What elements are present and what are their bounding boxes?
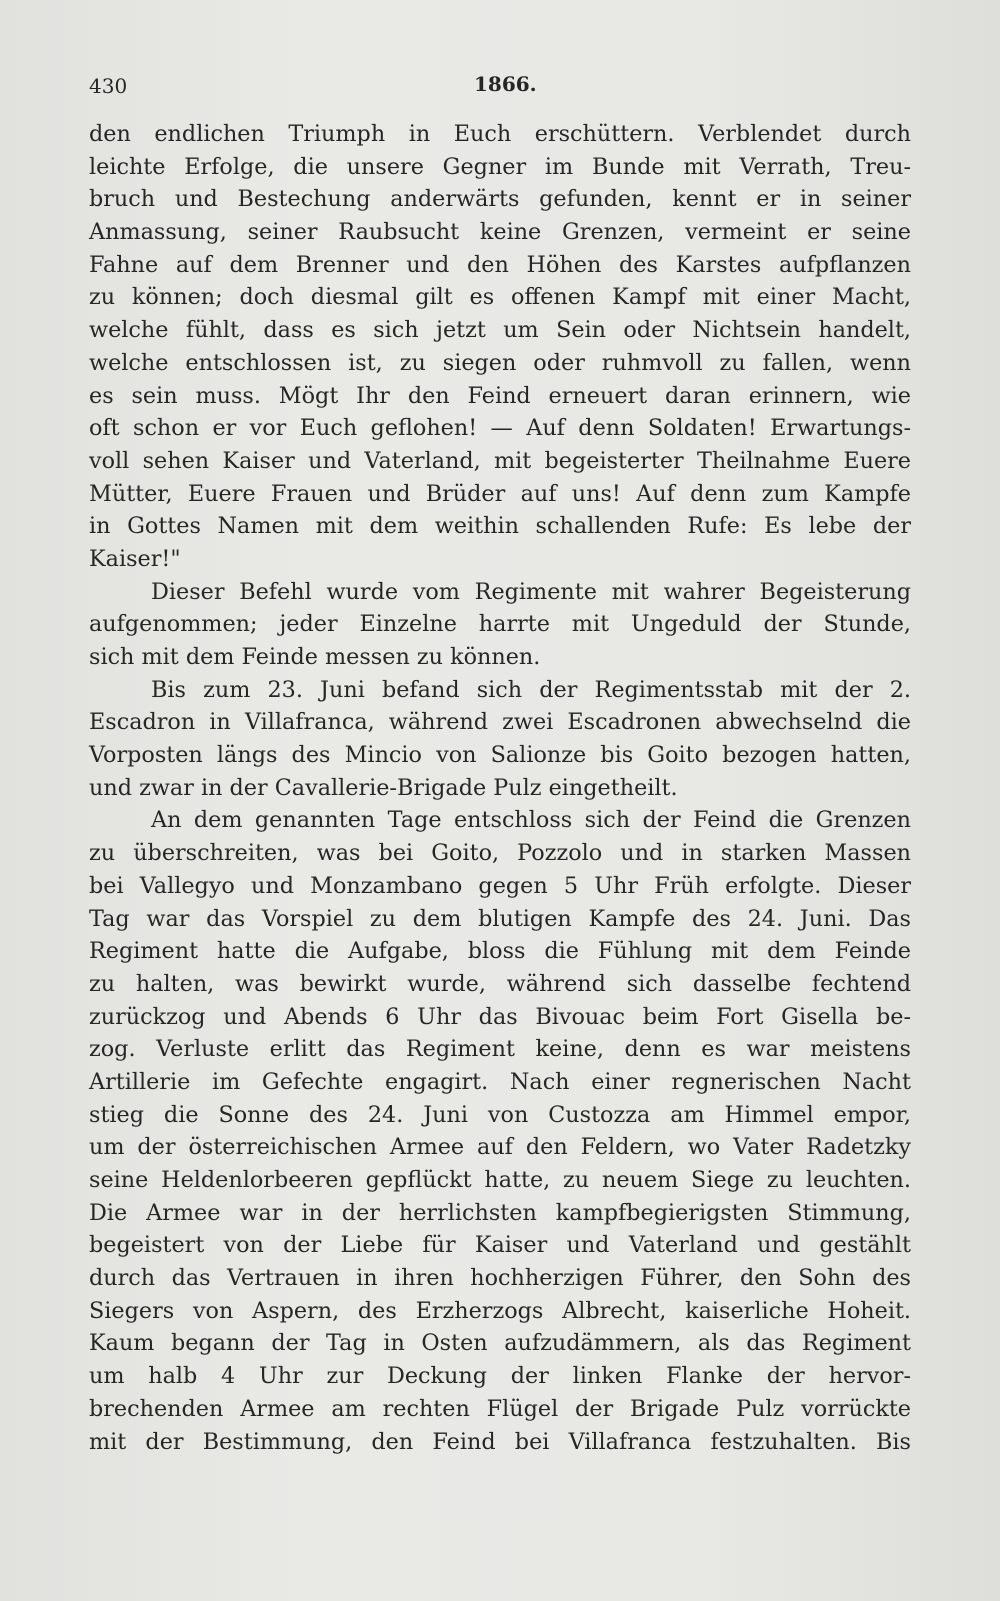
text-line: An dem genannten Tage entschloss sich der Feind die Grenzen xyxy=(151,807,911,834)
body-text xyxy=(89,118,911,1458)
text-line: Mütter, Euere Frauen und Brüder auf uns! Auf denn zum Kampfe xyxy=(89,480,911,507)
page-header xyxy=(89,68,909,104)
text-line: um der österreichischen Armee auf den Feldern, wo Vater Radetzky xyxy=(89,1134,911,1161)
text-line: Vorposten längs des Mincio von Salionze bis Goito bezogen hatten, xyxy=(89,742,911,769)
text-line: oft schon er vor Euch geflohen! — Auf denn Soldaten! Erwartungs- xyxy=(89,415,911,442)
text-line: Escadron in Villafranca, während zwei Escadronen abwechselnd die xyxy=(89,709,911,736)
text-line: stieg die Sonne des 24. Juni von Custozza am Himmel empor, xyxy=(89,1101,911,1128)
text-line: Die Armee war in der herrlichsten kampfbegierigsten Stimmung, xyxy=(89,1199,911,1226)
text-line: Tag war das Vorspiel zu dem blutigen Kampfe des 24. Juni. Das xyxy=(89,905,911,932)
text-line: Fahne auf dem Brenner und den Höhen des Karstes aufpflanzen xyxy=(89,251,911,278)
text-line: Artillerie im Gefechte engagirt. Nach einer regnerischen Nacht xyxy=(89,1068,911,1095)
text-line: voll sehen Kaiser und Vaterland, mit begeisterter Theilnahme Euere xyxy=(89,447,911,474)
running-head-year: 1866. xyxy=(474,72,537,96)
text-line: Regiment hatte die Aufgabe, bloss die Fühlung mit dem Feinde xyxy=(89,938,911,965)
text-line: zu können; doch diesmal gilt es offenen Kampf mit einer Macht, xyxy=(89,284,911,311)
text-line: Dieser Befehl wurde vom Regimente mit wahrer Begeisterung xyxy=(151,578,911,605)
text-line: zu überschreiten, was bei Goito, Pozzolo und in starken Massen xyxy=(89,840,911,867)
text-line: leichte Erfolge, die unsere Gegner im Bunde mit Verrath, Treu- xyxy=(89,153,911,180)
text-line: zurückzog und Abends 6 Uhr das Bivouac beim Fort Gisella be- xyxy=(89,1003,911,1030)
text-line: begeistert von der Liebe für Kaiser und Vaterland und gestählt xyxy=(89,1232,911,1259)
text-line: Kaiser!" xyxy=(89,545,181,572)
text-line: den endlichen Triumph in Euch erschüttern. Verblendet durch xyxy=(89,121,911,147)
text-line: aufgenommen; jeder Einzelne harrte mit Ungeduld der Stunde, xyxy=(89,611,911,638)
text-line: Kaum begann der Tag in Osten aufzudämmern, als das Regiment xyxy=(89,1330,911,1357)
page-number: 430 xyxy=(89,74,128,98)
text-line: zu halten, was bewirkt wurde, während sich dasselbe fechtend xyxy=(89,970,911,997)
text-line: und zwar in der Cavallerie-Brigade Pulz eingetheilt. xyxy=(89,774,678,801)
text-line: in Gottes Namen mit dem weithin schallenden Rufe: Es lebe der xyxy=(89,513,911,540)
text-line: sich mit dem Feinde messen zu können. xyxy=(89,644,541,670)
text-line: seine Heldenlorbeeren gepflückt hatte, zu neuem Siege zu leuchten. xyxy=(89,1167,911,1193)
text-line: Bis zum 23. Juni befand sich der Regimentsstab mit der 2. xyxy=(151,676,911,703)
text-line: bei Vallegyo und Monzambano gegen 5 Uhr Früh erfolgte. Dieser xyxy=(89,872,911,899)
text-line: durch das Vertrauen in ihren hochherzigen Führer, den Sohn des xyxy=(89,1265,911,1292)
text-line: Anmassung, seiner Raubsucht keine Grenzen, vermeint er seine xyxy=(89,219,911,246)
text-line: Siegers von Aspern, des Erzherzogs Albrecht, kaiserliche Hoheit. xyxy=(89,1297,911,1324)
text-line: brechenden Armee am rechten Flügel der Brigade Pulz vorrückte xyxy=(89,1395,911,1422)
text-line: es sein muss. Mögt Ihr den Feind erneuert daran erinnern, wie xyxy=(89,382,911,409)
text-line: zog. Verluste erlitt das Regiment keine, denn es war meistens xyxy=(89,1036,911,1063)
text-line: welche fühlt, dass es sich jetzt um Sein oder Nichtsein handelt, xyxy=(89,317,911,344)
text-line: bruch und Bestechung anderwärts gefunden, kennt er in seiner xyxy=(89,186,911,213)
text-line: um halb 4 Uhr zur Deckung der linken Flanke der hervor- xyxy=(89,1363,911,1390)
text-line: mit der Bestimmung, den Feind bei Villafranca festzuhalten. Bis xyxy=(89,1428,911,1455)
text-line: welche entschlossen ist, zu siegen oder ruhmvoll zu fallen, wenn xyxy=(89,349,911,376)
